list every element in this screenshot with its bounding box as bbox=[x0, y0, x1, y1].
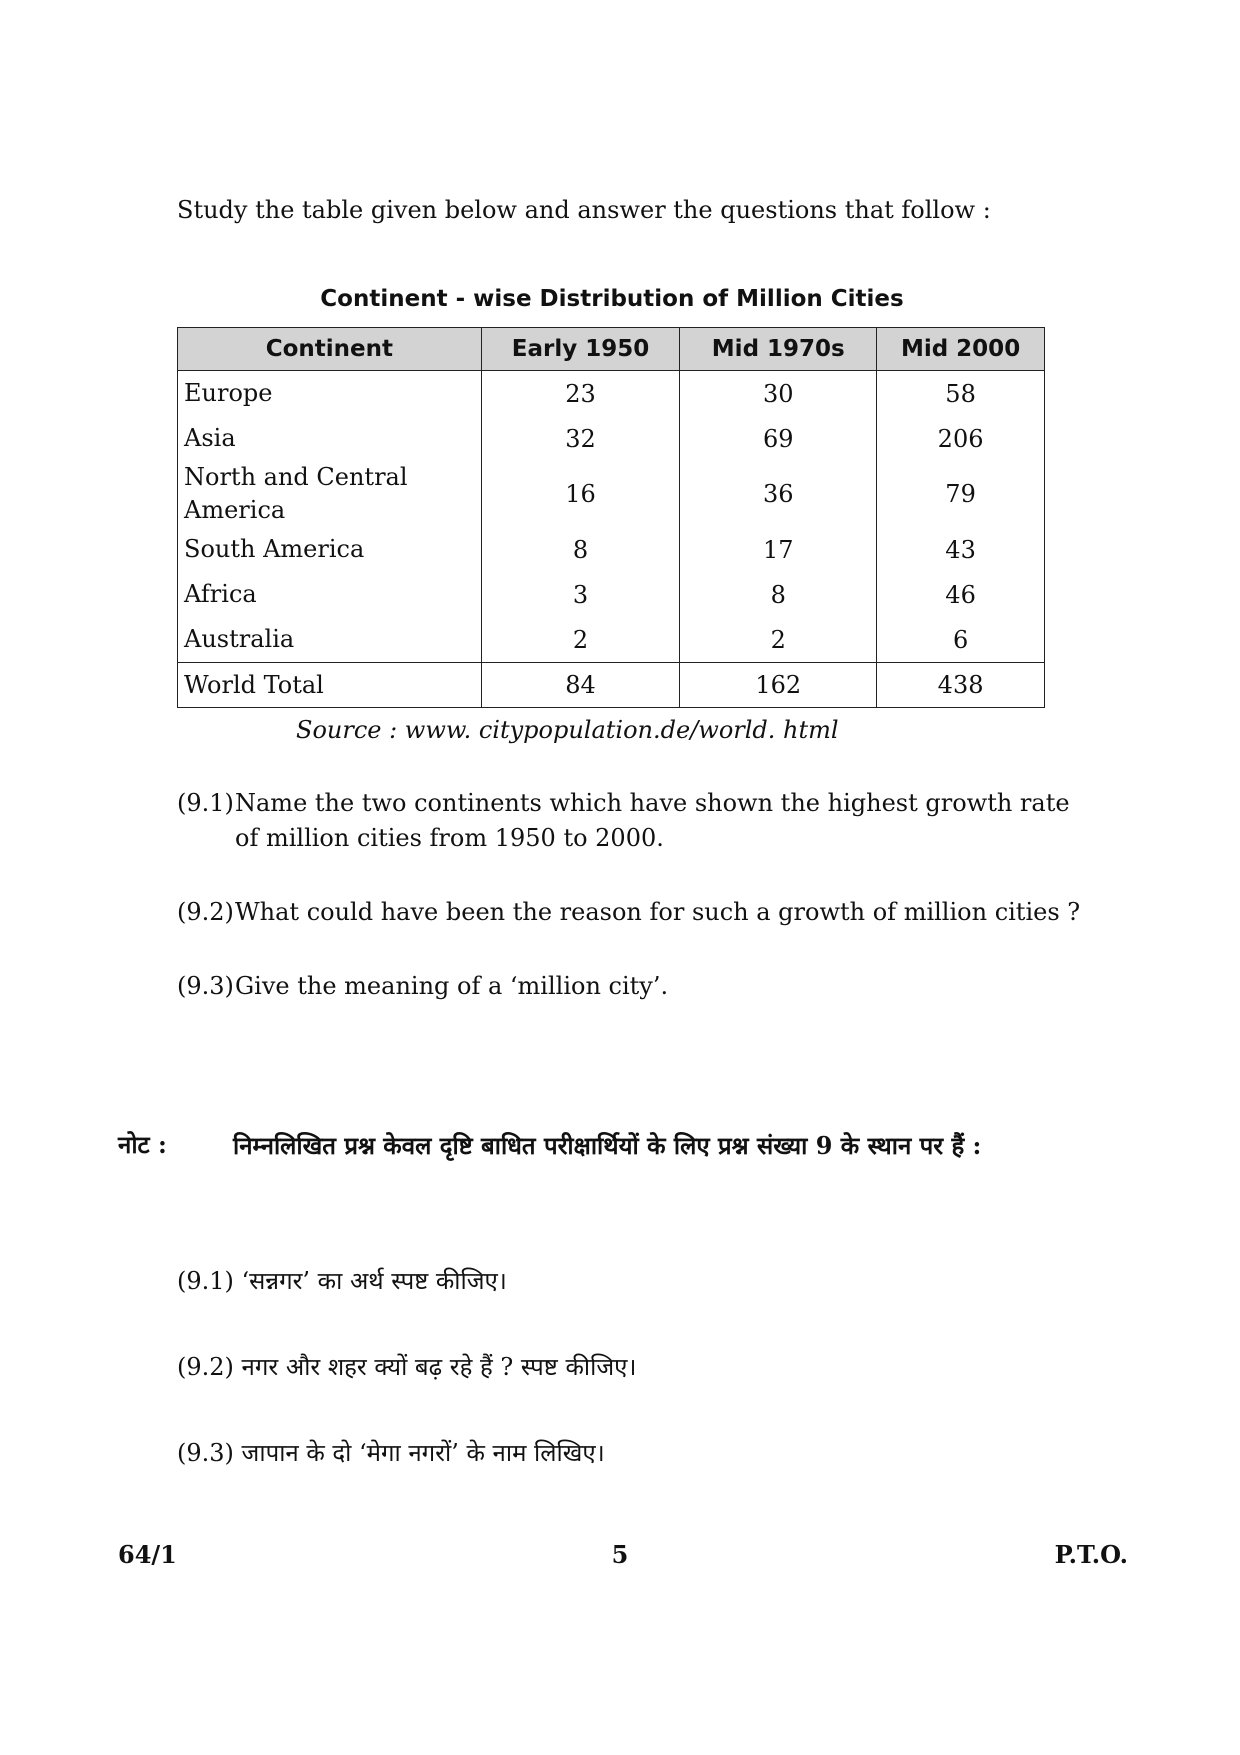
value-cell: 46 bbox=[877, 572, 1045, 617]
total-value: 162 bbox=[680, 663, 877, 708]
million-cities-table bbox=[177, 327, 1045, 708]
total-label: World Total bbox=[178, 663, 482, 708]
value-cell: 30 bbox=[680, 371, 877, 417]
hindi-question-9-3 bbox=[177, 1436, 605, 1469]
total-value: 84 bbox=[481, 663, 680, 708]
value-cell: 32 bbox=[481, 416, 680, 461]
value-cell: 8 bbox=[481, 527, 680, 572]
question-9-3 bbox=[177, 969, 1082, 1004]
column-header: Mid 1970s bbox=[680, 328, 877, 371]
question-9-1 bbox=[177, 786, 1082, 856]
question-number: (9.2) bbox=[177, 898, 234, 926]
table-row bbox=[178, 617, 1045, 663]
question-number: (9.1) bbox=[177, 1267, 234, 1295]
pto-label: P.T.O. bbox=[1054, 1540, 1128, 1569]
question-number: (9.3) bbox=[177, 972, 234, 1000]
note-label: नोट : bbox=[118, 1130, 167, 1159]
hindi-question-9-2 bbox=[177, 1350, 637, 1383]
value-cell: 36 bbox=[680, 461, 877, 527]
paper-code: 64/1 bbox=[118, 1540, 177, 1569]
value-cell: 16 bbox=[481, 461, 680, 527]
table-row bbox=[178, 371, 1045, 417]
value-cell: 43 bbox=[877, 527, 1045, 572]
column-header: Continent bbox=[178, 328, 482, 371]
value-cell: 23 bbox=[481, 371, 680, 417]
total-row bbox=[178, 663, 1045, 708]
continent-cell: Australia bbox=[178, 617, 482, 663]
value-cell: 2 bbox=[680, 617, 877, 663]
value-cell: 6 bbox=[877, 617, 1045, 663]
table-title: Continent - wise Distribution of Million Cities bbox=[320, 286, 904, 312]
value-cell: 79 bbox=[877, 461, 1045, 527]
hindi-question-9-1 bbox=[177, 1264, 507, 1297]
question-text: ‘सन्नगर’ का अर्थ स्पष्ट कीजिए। bbox=[241, 1267, 507, 1295]
total-value: 438 bbox=[877, 663, 1045, 708]
continent-cell: South America bbox=[178, 527, 482, 572]
value-cell: 3 bbox=[481, 572, 680, 617]
table-source: Source : www. citypopulation.de/world. html bbox=[296, 716, 839, 744]
table-row bbox=[178, 572, 1045, 617]
instruction-text: Study the table given below and answer the questions that follow : bbox=[177, 196, 991, 224]
value-cell: 2 bbox=[481, 617, 680, 663]
note-text: निम्नलिखित प्रश्न केवल दृष्टि बाधित परीक्षार्थियों के लिए प्रश्न संख्या 9 के स्थान पर हैं : bbox=[233, 1131, 982, 1160]
table-row bbox=[178, 461, 1045, 527]
question-text: Give the meaning of a ‘million city’. bbox=[235, 972, 669, 1000]
question-text: Name the two continents which have shown the highest growth rate of million cities from 1950 to 2000. bbox=[235, 789, 1070, 852]
value-cell: 69 bbox=[680, 416, 877, 461]
question-number: (9.1) bbox=[177, 789, 234, 817]
continent-cell: Asia bbox=[178, 416, 482, 461]
value-cell: 58 bbox=[877, 371, 1045, 417]
continent-cell: Africa bbox=[178, 572, 482, 617]
question-text: जापान के दो ‘मेगा नगरों’ के नाम लिखिए। bbox=[241, 1439, 605, 1467]
question-number: (9.2) bbox=[177, 1353, 234, 1381]
value-cell: 8 bbox=[680, 572, 877, 617]
question-text: What could have been the reason for such a growth of million cities ? bbox=[235, 898, 1081, 926]
table-row bbox=[178, 527, 1045, 572]
question-number: (9.3) bbox=[177, 1439, 234, 1467]
column-header: Early 1950 bbox=[481, 328, 680, 371]
table-header-row bbox=[178, 328, 1045, 371]
continent-cell: North and Central America bbox=[178, 461, 482, 527]
continent-cell: Europe bbox=[178, 371, 482, 417]
question-text: नगर और शहर क्यों बढ़ रहे हैं ? स्पष्ट कीजिए। bbox=[241, 1353, 637, 1381]
value-cell: 17 bbox=[680, 527, 877, 572]
table-row bbox=[178, 416, 1045, 461]
value-cell: 206 bbox=[877, 416, 1045, 461]
question-9-2 bbox=[177, 895, 1082, 930]
column-header: Mid 2000 bbox=[877, 328, 1045, 371]
page-number: 5 bbox=[611, 1540, 629, 1569]
